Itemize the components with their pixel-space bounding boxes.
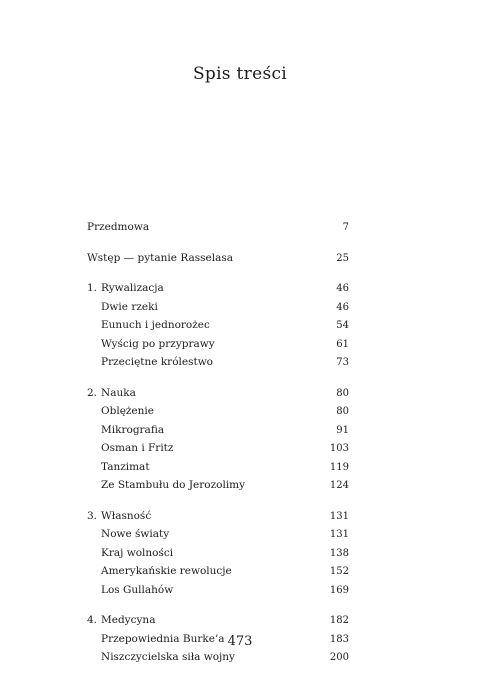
toc-subentry-label: Tanzimat <box>101 460 150 473</box>
chapter-title: Nauka <box>101 386 136 399</box>
toc-entry-preface <box>87 218 349 237</box>
toc-subentry-page: 169 <box>329 584 349 596</box>
toc-subentry-page: 131 <box>329 529 349 540</box>
chapter-number: 3. <box>87 509 98 522</box>
toc-subentry-label: Oblężenie <box>101 405 154 417</box>
toc-entry-page: 182 <box>329 615 349 626</box>
page-title: Spis treści <box>192 64 288 84</box>
toc-subentry-page: 54 <box>336 320 349 331</box>
toc-subentry-label: Mikrografia <box>101 423 165 436</box>
toc-subentry-label: Los Gullahów <box>101 583 174 596</box>
toc-entry-introduction <box>87 249 349 268</box>
chapter-title: Medycyna <box>101 614 156 626</box>
toc-subentry <box>87 421 349 440</box>
toc-subentry-label: Amerykańskie rewolucje <box>101 565 232 577</box>
toc-subentry-label: Kraj wolności <box>101 546 174 559</box>
toc-subentry <box>87 335 349 354</box>
toc-subentry-label: Przeciętne królestwo <box>101 356 214 368</box>
toc-subentry <box>87 458 349 477</box>
toc-entry-label: Przedmowa <box>87 221 150 233</box>
toc-subentry-page: 200 <box>329 652 349 663</box>
chapter-number: 1. <box>87 282 98 294</box>
chapter-number: 2. <box>87 386 98 399</box>
toc-chapter-entry <box>87 384 349 403</box>
page-number: 473 <box>227 634 253 649</box>
toc-subentry <box>87 439 349 458</box>
chapter-title: Rywalizacja <box>101 282 164 294</box>
toc-entry-label: Wstęp — pytanie Rasselasa <box>87 251 233 264</box>
toc-subentry-page: 138 <box>329 547 349 559</box>
toc-subentry-page: 152 <box>329 566 349 577</box>
toc-subentry <box>87 316 349 335</box>
toc-subentry <box>87 562 349 581</box>
toc-subentry-label: Niszczycielska siła wojny <box>101 651 235 663</box>
toc-subentry-label: Nowe światy <box>101 528 170 540</box>
table-of-contents <box>87 218 349 679</box>
toc-subentry-label: Dwie rzeki <box>101 300 158 313</box>
toc-chapter-entry <box>87 611 349 630</box>
toc-subentry <box>87 525 349 544</box>
toc-subentry <box>87 648 349 667</box>
toc-subentry-page: 46 <box>336 301 349 313</box>
toc-chapter-entry <box>87 507 349 526</box>
toc-chapter-section <box>87 507 349 600</box>
toc-entry-page: 25 <box>336 252 349 264</box>
toc-subentry <box>87 353 349 372</box>
toc-subentry-page: 73 <box>336 357 349 368</box>
toc-subentry-label: Wyścig po przyprawy <box>101 337 215 350</box>
toc-subentry <box>87 298 349 317</box>
toc-subentry-page: 124 <box>329 480 349 491</box>
toc-subentry <box>87 544 349 563</box>
toc-subentry <box>87 476 349 495</box>
chapter-title: Własność <box>101 509 152 522</box>
toc-entry-page: 7 <box>342 222 349 233</box>
toc-entry-page: 46 <box>336 283 349 294</box>
toc-entry-page: 80 <box>336 387 349 399</box>
toc-chapter-entry <box>87 279 349 298</box>
toc-subentry-label: Eunuch i jednorożec <box>101 319 210 331</box>
toc-subentry-page: 119 <box>329 461 349 473</box>
toc-subentry-page: 183 <box>329 633 349 645</box>
toc-subentry-label: Przepowiednia Burke’a <box>101 632 225 645</box>
toc-subentry <box>87 581 349 600</box>
toc-chapter-section <box>87 279 349 372</box>
toc-subentry-page: 80 <box>336 406 349 417</box>
toc-subentry-label: Ze Stambułu do Jerozolimy <box>101 479 246 491</box>
toc-subentry-page: 103 <box>329 443 349 454</box>
chapter-number: 4. <box>87 614 98 626</box>
toc-entry-page: 131 <box>329 510 349 522</box>
toc-subentry-label: Osman i Fritz <box>101 442 174 454</box>
toc-subentry-page: 91 <box>336 424 349 436</box>
toc-subentry <box>87 402 349 421</box>
toc-chapter-section <box>87 384 349 495</box>
toc-subentry-page: 61 <box>336 338 349 350</box>
